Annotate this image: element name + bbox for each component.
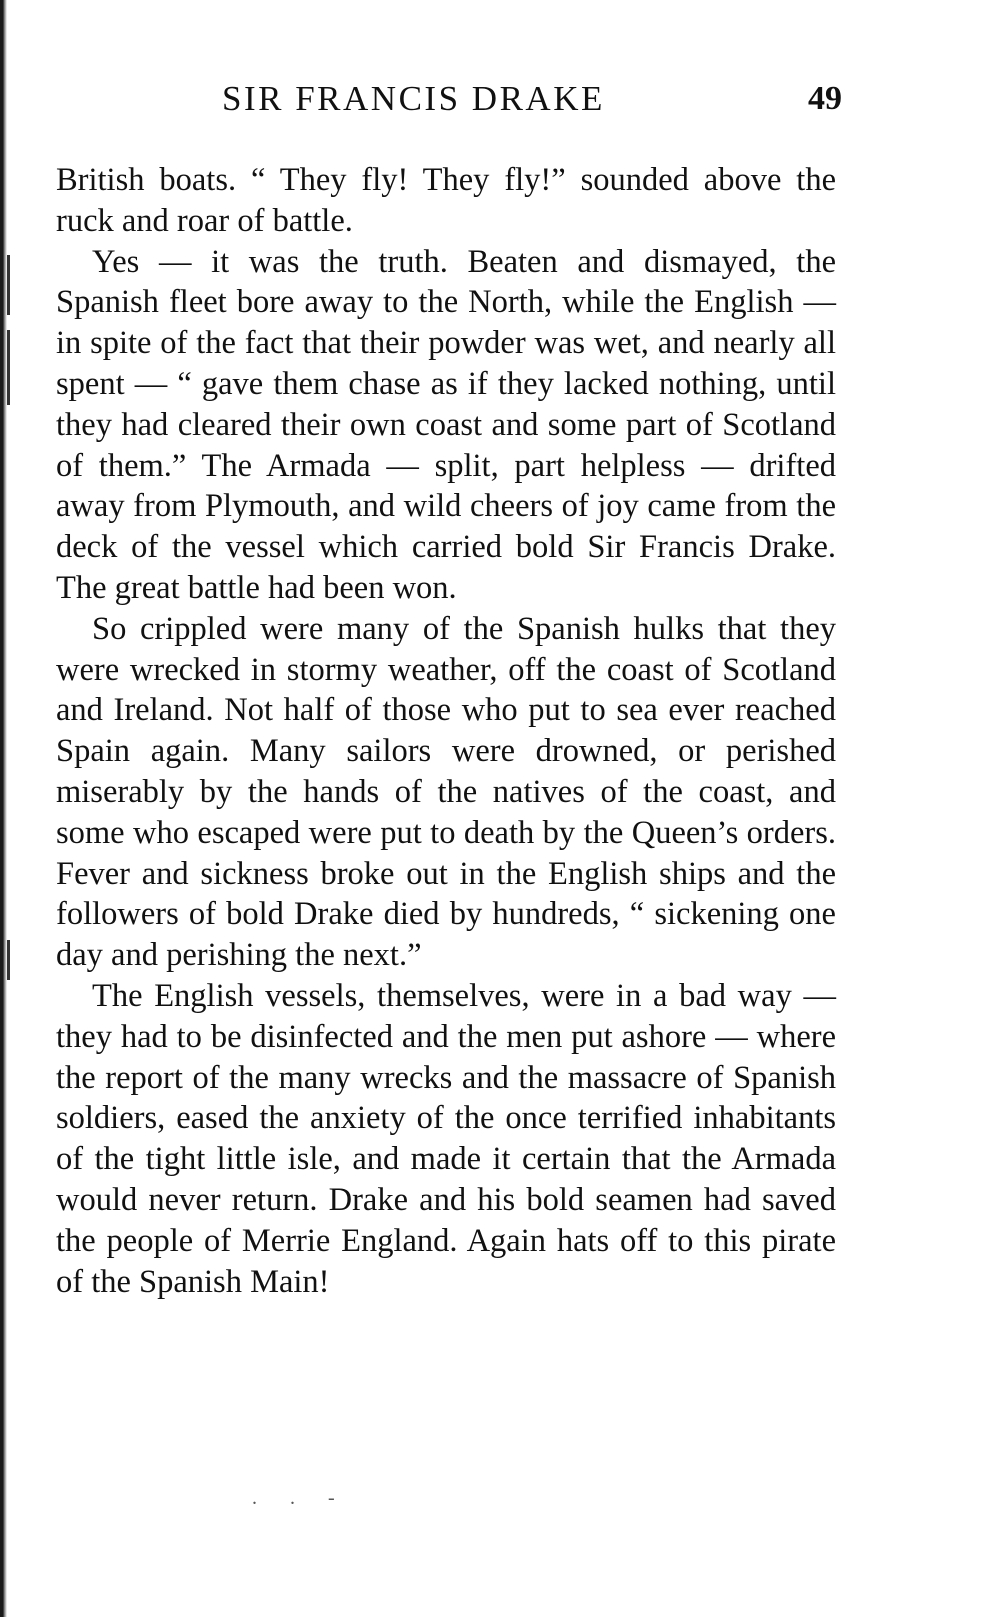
spine-shadow	[7, 255, 10, 315]
running-title: SIR FRANCIS DRAKE	[222, 79, 605, 118]
page-number: 49	[808, 80, 842, 117]
page-header	[56, 74, 842, 124]
book-spine-edge	[0, 0, 7, 1617]
spine-shadow	[7, 330, 10, 405]
spine-shadow	[7, 940, 10, 980]
paragraph: So crippled were many of the Spanish hulks that they were wrecked in stormy weather, off the coast of Scotland and Ireland. Not half of those who put to sea ever reached Spain again. Many sailors were drowned, or perished miserably by the hands of the natives of the coast, and some who escaped were put to death by the Queen’s orders. Fever and sickness broke out in the English ships and the followers of bold Drake died by hundreds, “ sickening one day and perishing the next.”	[56, 610, 836, 974]
print-specks: . . -	[252, 1487, 349, 1509]
paragraph: Yes — it was the truth. Beaten and dismayed, the Spanish fleet bore away to the North, while the English — in spite of the fact that their powder was wet, and nearly all spent — “ gave them chase as if they lacked nothing, until they had cleared their own coast and some part of Scotland of them.” The Armada — split, part helpless — drifted away from Plymouth, and wild cheers of joy came from the deck of the vessel which carried bold Sir Francis Drake. The great battle had been won.	[56, 243, 836, 606]
paragraph: The English vessels, themselves, were in a bad way — they had to be disinfected and the men put ashore — where the report of the many wrecks and the massacre of Spanish soldiers, eased the anxiety of the once terrified inhabitants of the tight little isle, and made it certain that the Armada would never return. Drake and his bold seamen had saved the people of Merrie England. Again hats off to this pirate of the Spanish Main!	[56, 977, 836, 1300]
body-text	[56, 160, 836, 1302]
paragraph: British boats. “ They fly! They fly!” sounded above the ruck and roar of battle.	[56, 162, 836, 239]
